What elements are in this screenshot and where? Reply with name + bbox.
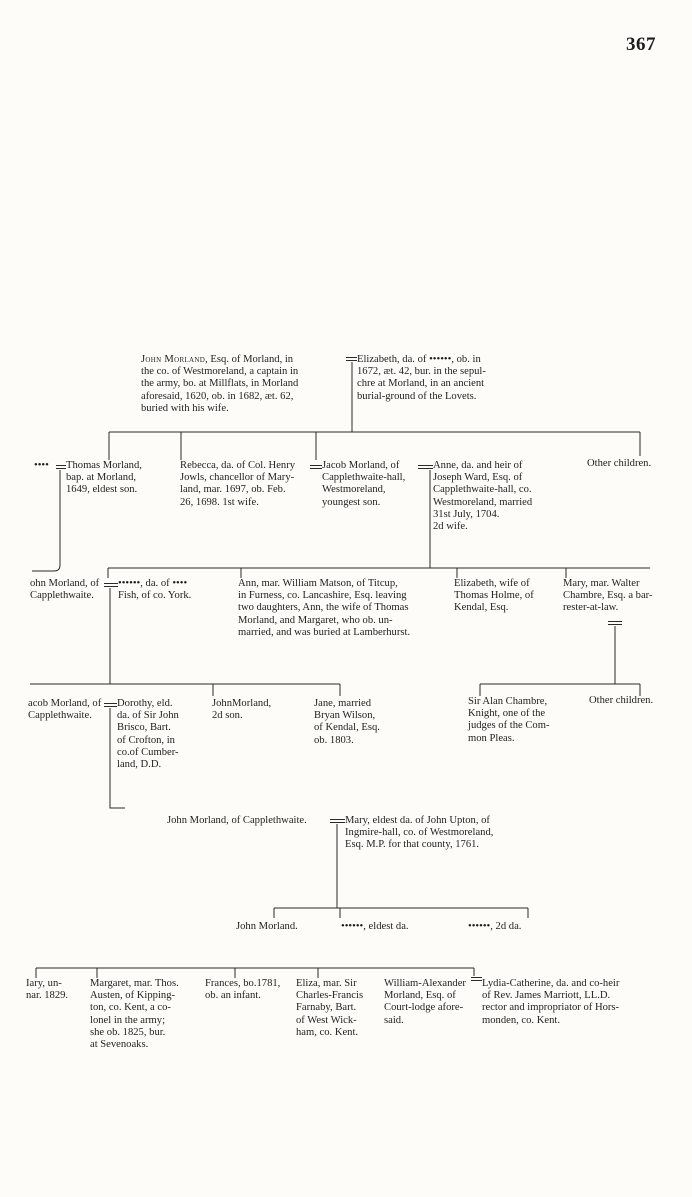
ann-matson: Ann, mar. William Matson, of Titcup, in Furness, co. Lancashire, Esq. leaving two daughters, Ann, the wife of Thomas Morland, and Margaret, who ob. un- married, and was buried at Lamberhurst.	[238, 578, 411, 638]
lydia-catherine-marriott: Lydia-Catherine, da. and co-heir of Rev. James Marriott, LL.D. rector and impropriator of Hors- monden, co. Kent.	[482, 978, 620, 1026]
sir-alan-chambre: Sir Alan Chambre, Knight, one of the judges of the Com- mon Pleas.	[468, 696, 550, 744]
john-morland-name: John Morland	[141, 354, 206, 365]
jacob-morland: Jacob Morland, of Capplethwaite-hall, Westmoreland, youngest son.	[322, 460, 406, 508]
anne-ward: Anne, da. and heir of Joseph Ward, Esq. of Capplethwaite-hall, co. Westmoreland, married 31st July, 1704. 2d wife.	[433, 460, 533, 533]
john-morland-gen5: John Morland, of Capplethwaite.	[167, 815, 307, 826]
elizabeth-wife: Elizabeth, da. of ••••••, ob. in 1672, æt. 42, bur. in the sepul- chre at Morland, in an ancient burial-ground of the Lovets.	[357, 354, 486, 402]
mary-upton: Mary, eldest da. of John Upton, of Ingmire-hall, co. of Westmoreland, Esq. M.P. for that county, 1761.	[345, 815, 494, 851]
john-morland-captain	[141, 354, 349, 415]
jane-wilson: Jane, married Bryan Wilson, of Kendal, Esq. ob. 1803.	[314, 698, 380, 746]
eliza-farnaby: Eliza, mar. Sir Charles-Francis Farnaby, Bart. of West Wick- ham, co. Kent.	[296, 978, 364, 1038]
fish-spouse: ••••••, da. of •••• Fish, of co. York.	[118, 578, 192, 602]
margaret-austen: Margaret, mar. Thos. Austen, of Kipping- ton, co. Kent, a co- lonel in the army; she ob. 1825, bur. at Sevenoaks.	[90, 978, 179, 1051]
john-morland-gen6: John Morland.	[236, 921, 298, 932]
other-children-gen2: Other children.	[587, 458, 652, 469]
john-morland-capplethwaite-gen3: ohn Morland, of Capplethwaite.	[30, 578, 100, 602]
mary-unmarried: Iary, un- nar. 1829.	[26, 978, 69, 1002]
john-morland-second-son: JohnMorland, 2d son.	[212, 698, 272, 722]
rebecca-jowls: Rebecca, da. of Col. Henry Jowls, chancellor of Mary- land, mar. 1697, ob. Feb. 26, 1698. 1st wife.	[180, 460, 296, 508]
william-alexander-morland: William-Alexander Morland, Esq. of Court-lodge afore- said.	[384, 978, 466, 1026]
jacob-morland-capplethwaite: acob Morland, of Capplethwaite.	[28, 698, 102, 722]
second-daughter: ••••••, 2d da.	[468, 921, 522, 932]
john-morland-details: , Esq. of Morland, in the co. of Westmoreland, a captain in the army, bo. at Millflats, in Morland aforesaid, 1620, ob. in 1682, æt. 62, buried with his wife.	[141, 354, 299, 414]
elizabeth-holme: Elizabeth, wife of Thomas Holme, of Kendal, Esq.	[454, 578, 534, 614]
dots-spouse: ••••	[34, 460, 49, 471]
thomas-morland: Thomas Morland, bap. at Morland, 1649, eldest son.	[66, 460, 142, 496]
mary-chambre: Mary, mar. Walter Chambre, Esq. a bar- rester-at-law.	[563, 578, 653, 614]
eldest-daughter: ••••••, eldest da.	[341, 921, 409, 932]
page-number: 367	[626, 34, 656, 55]
other-children-gen4: Other children.	[589, 695, 654, 706]
dorothy-brisco: Dorothy, eld. da. of Sir John Brisco, Bart. of Crofton, in co.of Cumber- land, D.D.	[117, 698, 179, 771]
marriage-marks	[56, 358, 622, 981]
frances-infant: Frances, bo.1781, ob. an infant.	[205, 978, 281, 1002]
